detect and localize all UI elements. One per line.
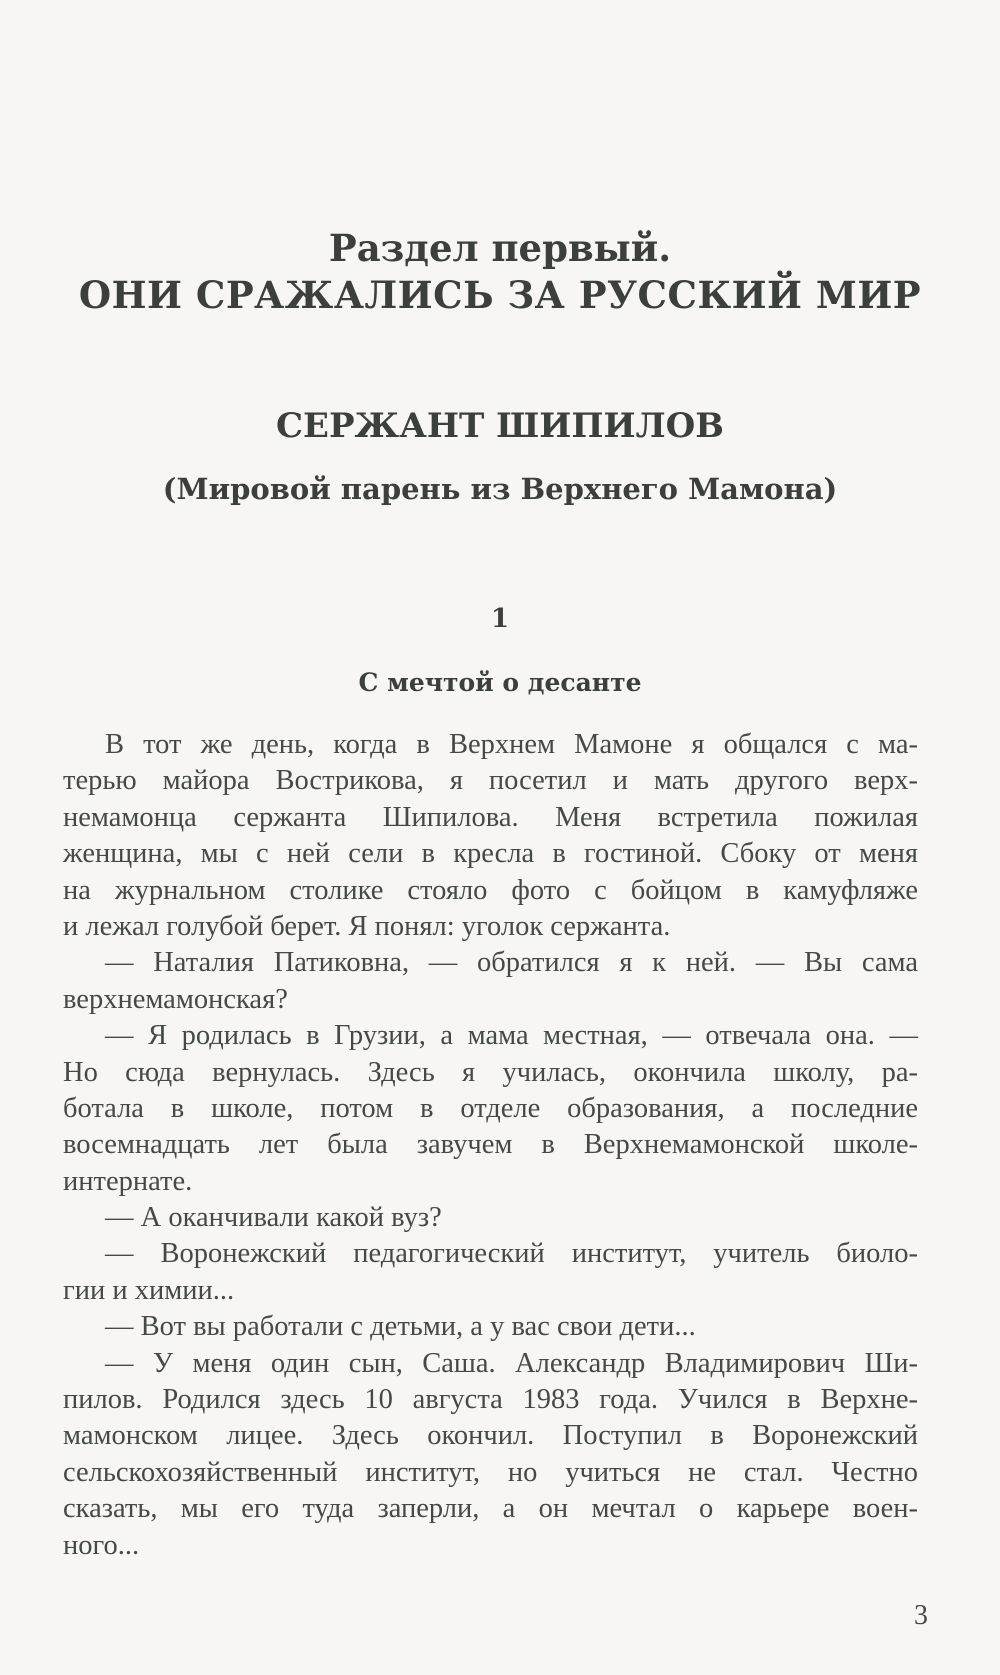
body-line: ного... xyxy=(63,1529,140,1561)
body-line: — Я родилась в Грузии, а мама местная, — отвечала она. — xyxy=(105,1020,918,1052)
body-line: женщина, мы с ней сели в кресла в гостиной. Сбоку от меня xyxy=(63,838,918,870)
body-line: — Вот вы работали с детьми, а у вас свои дети... xyxy=(105,1311,696,1343)
body-line: пилов. Родился здесь 10 августа 1983 года. Учился в Верхне- xyxy=(63,1384,918,1416)
body-line: ботала в школе, потом в отделе образования, а последние xyxy=(63,1092,918,1124)
chapter-title: СЕРЖАНТ ШИПИЛОВ xyxy=(276,406,724,446)
body-line: мамонском лицее. Здесь окончил. Поступил в Воронежский xyxy=(63,1420,918,1452)
body-line: верхнемамонская? xyxy=(63,983,288,1015)
section-heading-line2: ОНИ СРАЖАЛИСЬ ЗА РУССКИЙ МИР xyxy=(78,273,922,317)
body-line: терью майора Вострикова, я посетил и мать другого верх- xyxy=(63,765,918,797)
body-line: — У меня один сын, Саша. Александр Владимирович Ши- xyxy=(105,1347,918,1379)
chapter-subtitle: (Мировой парень из Верхнего Мамона) xyxy=(162,472,838,506)
body-text xyxy=(63,727,918,1564)
body-line: немамонца сержанта Шипилова. Меня встретила пожилая xyxy=(63,801,918,833)
body-line: сказать, мы его туда заперли, а он мечтал о карьере воен- xyxy=(63,1493,918,1525)
body-line: гии и химии... xyxy=(63,1274,235,1306)
body-line: и лежал голубой берет. Я понял: уголок сержанта. xyxy=(63,910,671,942)
body-line: В тот же день, когда в Верхнем Мамоне я общался с ма- xyxy=(105,729,918,760)
body-line: интернате. xyxy=(63,1165,193,1197)
body-line: — Воронежский педагогический институт, учитель биоло- xyxy=(105,1238,918,1270)
body-line: Но сюда вернулась. Здесь я училась, окончила школу, ра- xyxy=(63,1056,918,1088)
body-line: восемнадцать лет была завучем в Верхнемамонской школе- xyxy=(63,1129,918,1161)
body-line: сельскохозяйственный институт, но учиться не стал. Честно xyxy=(63,1456,918,1488)
body-line: — А оканчивали какой вуз? xyxy=(105,1202,442,1234)
part-number: 1 xyxy=(490,604,510,634)
body-line: на журнальном столике стояло фото с бойцом в камуфляже xyxy=(63,874,918,906)
part-title: С мечтой о десанте xyxy=(358,668,642,697)
section-heading-line1: Раздел первый. xyxy=(328,226,672,270)
body-line: — Наталия Патиковна, — обратился я к ней. — Вы сама xyxy=(105,947,918,979)
page-number: 3 xyxy=(914,1600,928,1631)
